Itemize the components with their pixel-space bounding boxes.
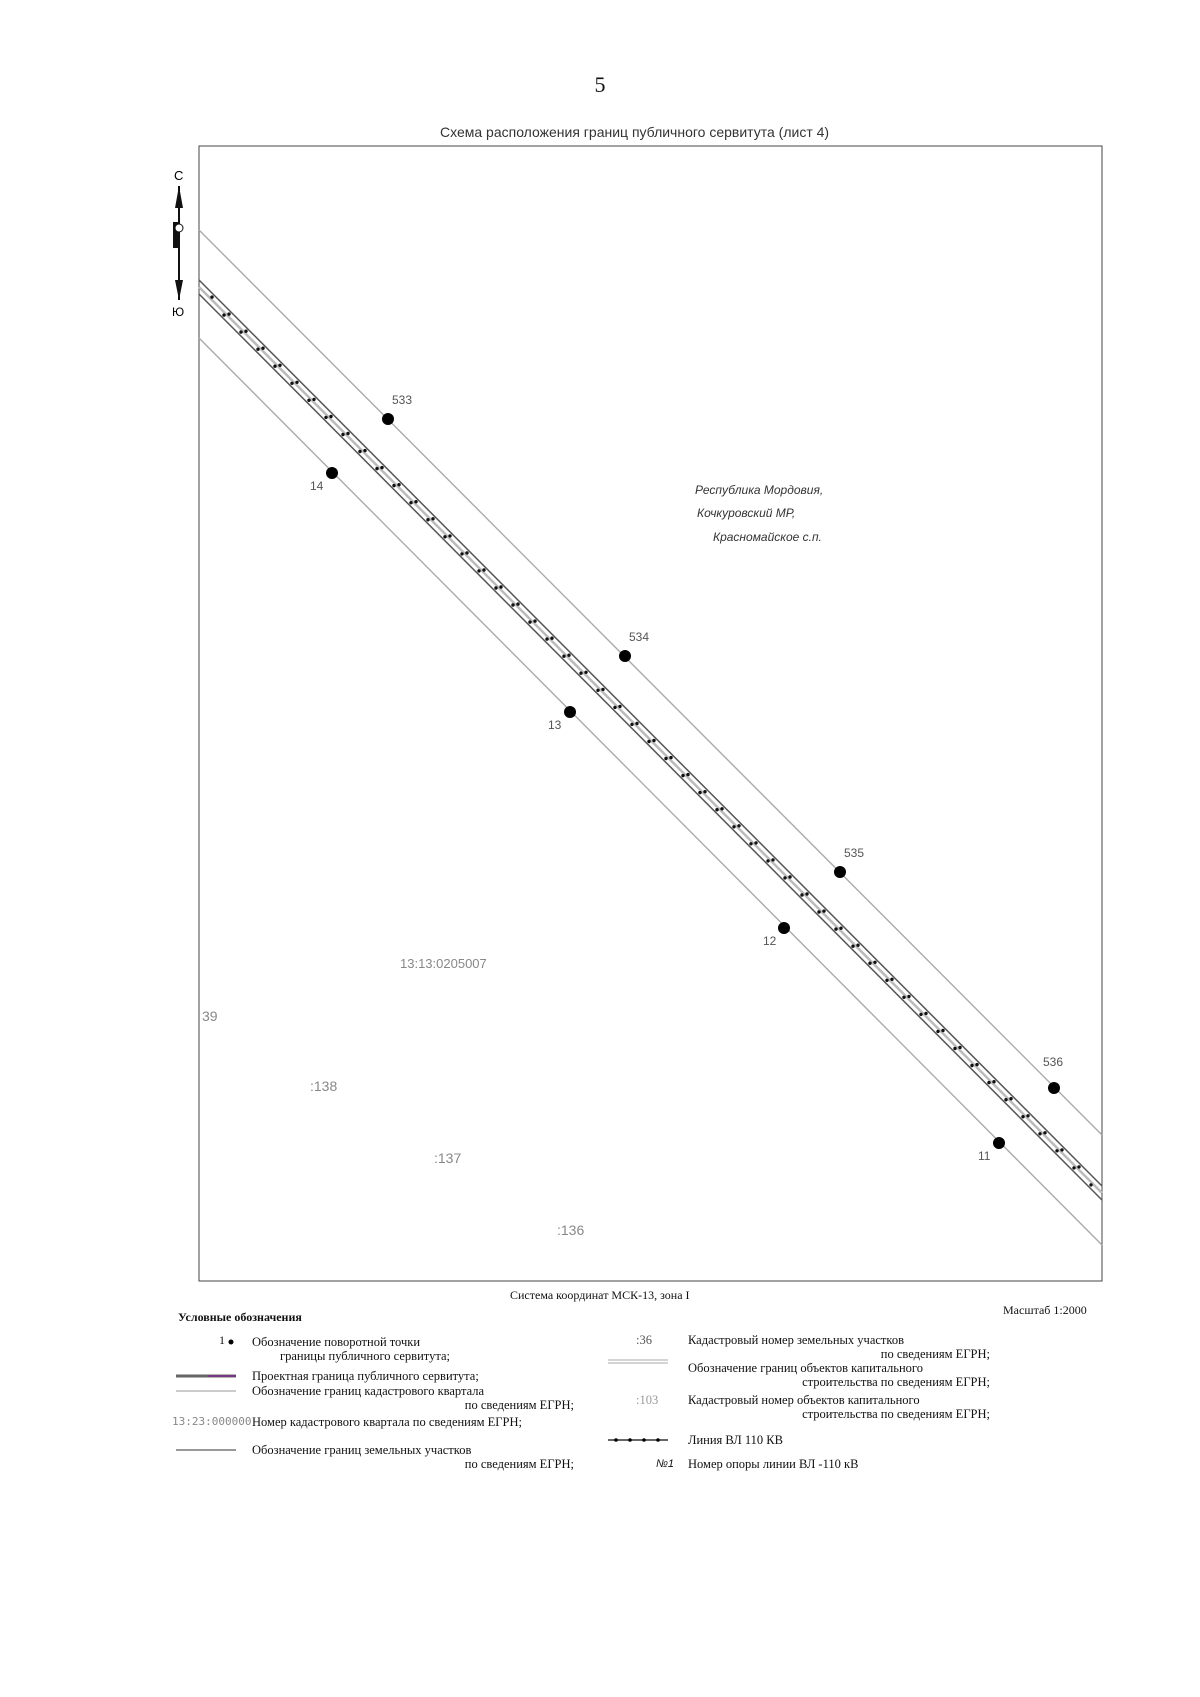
power-line-dot (1060, 1148, 1063, 1151)
legend-power-line-icon (608, 1438, 668, 1442)
power-line-dot (261, 347, 264, 350)
power-line-dot (397, 483, 400, 486)
power-line-dot (686, 773, 689, 776)
power-line-dot (715, 808, 718, 811)
legend-title: Условные обозначения (178, 1310, 302, 1324)
turning-point-12 (778, 922, 790, 934)
legend-building-number-sample: :103 (636, 1393, 659, 1407)
legend-point-icon (229, 1340, 234, 1345)
power-line-dot (788, 875, 791, 878)
legend-quarter-boundary (252, 1384, 574, 1412)
power-line-dot (380, 466, 383, 469)
turning-point-13 (564, 706, 576, 718)
power-line-dot (873, 961, 876, 964)
north-arrow-icon (173, 186, 183, 300)
power-line-dot (822, 909, 825, 912)
power-line-dot (511, 603, 514, 606)
parcel-label-138: :138 (310, 1078, 338, 1094)
power-line-dot (1077, 1165, 1080, 1168)
power-line-dot (312, 398, 315, 401)
power-line-dot (652, 739, 655, 742)
page-number: 5 (594, 72, 606, 97)
legend-parcel-number-line2: по сведениям ЕГРН; (880, 1347, 990, 1361)
legend-parcel-boundary-line1: Обозначение границ земельных участков (252, 1443, 472, 1457)
coord-system: Система координат МСК-13, зона I (510, 1288, 690, 1302)
power-line-dot (941, 1029, 944, 1032)
power-line-dot (868, 962, 871, 965)
power-line-dot (783, 876, 786, 879)
power-line-dot (392, 484, 395, 487)
legend-quarter-number: Номер кадастрового квартала по сведениям ЕГРН; (252, 1415, 522, 1429)
power-line-dot (924, 1012, 927, 1015)
power-line-dot (346, 432, 349, 435)
point-label-533: 533 (392, 393, 413, 407)
legend-parcel-number-sample: :36 (636, 1333, 652, 1347)
turning-point-14 (326, 467, 338, 479)
legend-turning-point-line2: границы публичного сервитута; (280, 1349, 450, 1363)
power-line-dot (1021, 1115, 1024, 1118)
power-line-dot (465, 551, 468, 554)
power-line-dot (448, 534, 451, 537)
power-line-dot (681, 774, 684, 777)
power-line-dot (550, 637, 553, 640)
power-line-dot (732, 825, 735, 828)
turning-point-533 (382, 413, 394, 425)
power-line-dot (1043, 1131, 1046, 1134)
turning-point-536 (1048, 1082, 1060, 1094)
legend-quarter-boundary-line1: Обозначение границ кадастрового квартала (252, 1384, 485, 1398)
power-line-dot (1089, 1183, 1092, 1186)
legend-building-boundary-line2: строительства по сведениям ЕГРН; (802, 1375, 990, 1389)
power-line-dot (528, 620, 531, 623)
power-line-dot (635, 722, 638, 725)
power-line-dot (1004, 1098, 1007, 1101)
power-line-dot (749, 842, 752, 845)
power-line-dot (992, 1080, 995, 1083)
power-line-dot (698, 791, 701, 794)
point-label-12: 12 (763, 934, 777, 948)
legend-turning-point (252, 1335, 450, 1363)
power-line-dot (703, 790, 706, 793)
north-label: С (174, 168, 184, 183)
legend-pole-number: Номер опоры линии ВЛ -110 кВ (688, 1457, 859, 1471)
power-line-dot (239, 330, 242, 333)
power-line-dot (278, 364, 281, 367)
power-line-dot (494, 586, 497, 589)
turning-point-11 (993, 1137, 1005, 1149)
legend-parcel-boundary (252, 1443, 574, 1471)
power-line-dot (584, 671, 587, 674)
power-line-dot (426, 518, 429, 521)
power-line-dot (460, 552, 463, 555)
power-line-dot (363, 449, 366, 452)
turning-point-535 (834, 866, 846, 878)
parcel-label-136: :136 (557, 1222, 585, 1238)
power-line-dot (499, 585, 502, 588)
power-line-dot (273, 365, 276, 368)
power-line-dot (256, 348, 259, 351)
power-line-dot (358, 450, 361, 453)
power-line-dot (1072, 1166, 1075, 1169)
power-line-dot (618, 705, 621, 708)
power-line-corridor (199, 280, 1102, 1200)
power-line-dot (647, 740, 650, 743)
legend-parcel-number (688, 1333, 990, 1361)
power-line-dot (443, 535, 446, 538)
power-line-dot (477, 569, 480, 572)
power-line-dot (953, 1047, 956, 1050)
power-line-dot (562, 655, 565, 658)
legend-turning-point-line1: Обозначение поворотной точки (252, 1335, 421, 1349)
power-line-dot (817, 910, 820, 913)
power-line-dot (839, 927, 842, 930)
power-line-dot (409, 501, 412, 504)
power-line-dot (754, 841, 757, 844)
region-line-1: Республика Мордовия, (695, 483, 824, 497)
point-label-536: 536 (1043, 1055, 1064, 1069)
power-line-dot (414, 500, 417, 503)
legend-power-line: Линия ВЛ 110 КВ (688, 1433, 783, 1447)
map-frame (199, 146, 1102, 1281)
power-line-dot (516, 602, 519, 605)
point-label-11: 11 (978, 1149, 991, 1163)
point-label-534: 534 (629, 630, 650, 644)
power-line-dot (805, 892, 808, 895)
power-line-dot (596, 689, 599, 692)
power-line-dot (579, 672, 582, 675)
legend-project-boundary: Проектная граница публичного сервитута; (252, 1369, 479, 1383)
power-line-dot (766, 859, 769, 862)
power-line-dot (1055, 1149, 1058, 1152)
legend-pole-number-sample: №1 (656, 1458, 675, 1470)
power-line-dot (601, 688, 604, 691)
power-line-dot (567, 654, 570, 657)
power-line-dot (890, 978, 893, 981)
power-line-dot (295, 381, 298, 384)
parcel-label-137: :137 (434, 1150, 462, 1166)
turning-point-534 (619, 650, 631, 662)
power-line-dot (885, 979, 888, 982)
quarter-label: 13:13:0205007 (400, 956, 487, 971)
power-line-dot (936, 1030, 939, 1033)
legend-parcel-boundary-line2: по сведениям ЕГРН; (464, 1457, 574, 1471)
power-line-dot (324, 416, 327, 419)
power-line-dot (1009, 1097, 1012, 1100)
power-line-dot (482, 568, 485, 571)
power-line-dot (613, 706, 616, 709)
power-line-dot (290, 382, 293, 385)
power-line-dot (431, 517, 434, 520)
power-line-dot (800, 893, 803, 896)
parcel-label-39: 39 (202, 1008, 218, 1024)
power-line-dot (987, 1081, 990, 1084)
south-label: Ю (172, 305, 185, 319)
power-line-dot (902, 996, 905, 999)
legend-point-sample: 1 (219, 1333, 225, 1347)
legend-quarter-number-sample: 13:23:000000 (172, 1415, 252, 1428)
power-line-dot (856, 944, 859, 947)
power-line-dot (1026, 1114, 1029, 1117)
power-line-dot (834, 927, 837, 930)
power-line-dot (669, 756, 672, 759)
power-line-dot (227, 312, 230, 315)
region-line-2: Кочкуровский МР, (697, 506, 796, 520)
power-line-dot (975, 1063, 978, 1066)
power-line-dot (970, 1064, 973, 1067)
legend-building-number-line1: Кадастровый номер объектов капитального (688, 1393, 920, 1407)
power-line-dot (244, 330, 247, 333)
power-line-dot (771, 858, 774, 861)
legend-building-boundary-icon (608, 1360, 668, 1363)
power-line-dot (907, 995, 910, 998)
power-line-dot (375, 467, 378, 470)
legend-building-boundary-line1: Обозначение границ объектов капитального (688, 1361, 923, 1375)
power-line-dot (307, 399, 310, 402)
point-label-535: 535 (844, 846, 865, 860)
map-scale: Масштаб 1:2000 (1003, 1303, 1087, 1317)
power-line-dot (222, 313, 225, 316)
power-line-dot (720, 807, 723, 810)
power-line-dot (737, 824, 740, 827)
map-title: Схема расположения границ публичного сервитута (лист 4) (440, 124, 830, 140)
power-line-dot (210, 295, 213, 298)
power-line-dot (958, 1046, 961, 1049)
legend-parcel-number-line1: Кадастровый номер земельных участков (688, 1333, 904, 1347)
power-line-dot (630, 723, 633, 726)
legend-building-number (688, 1393, 990, 1421)
power-line-dot (545, 637, 548, 640)
point-label-14: 14 (310, 479, 324, 493)
region-line-3: Красномайское с.п. (713, 530, 822, 544)
upper-boundary-line (199, 230, 1102, 1135)
point-label-13: 13 (548, 718, 562, 732)
power-line-dot (851, 945, 854, 948)
power-line-dot (341, 433, 344, 436)
legend-quarter-boundary-line2: по сведениям ЕГРН; (464, 1398, 574, 1412)
power-line-dot (1038, 1132, 1041, 1135)
power-line-dot (329, 415, 332, 418)
power-line-dot (919, 1013, 922, 1016)
legend-building-boundary (688, 1361, 990, 1389)
power-line-dot (664, 757, 667, 760)
legend-building-number-line2: строительства по сведениям ЕГРН; (802, 1407, 990, 1421)
power-line-dot (533, 619, 536, 622)
